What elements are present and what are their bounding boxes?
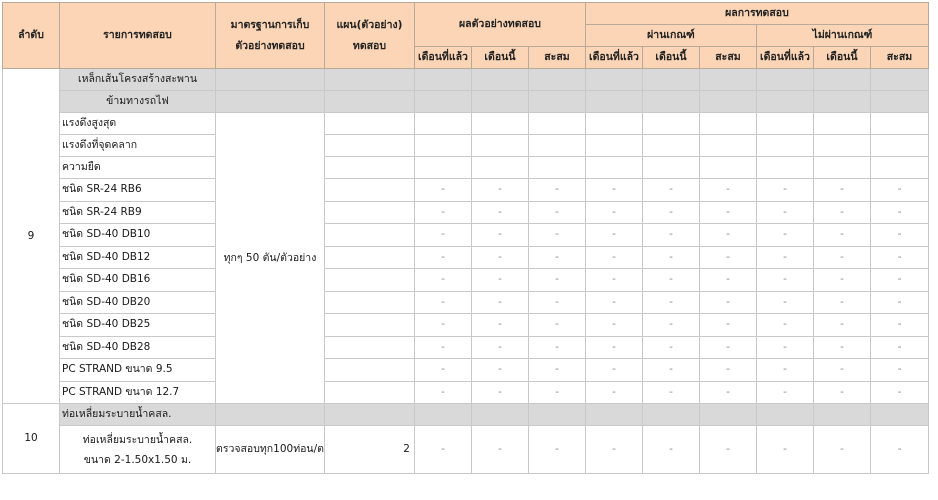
empty-cell: [756, 135, 813, 157]
value-cell: -: [471, 224, 528, 247]
value-cell: -: [813, 179, 870, 202]
value-cell: -: [528, 426, 585, 474]
empty-cell: [528, 135, 585, 157]
item-name: ชนิด SD-40 DB20: [60, 291, 216, 314]
value-cell: -: [870, 336, 928, 359]
item-name: ชนิด SD-40 DB16: [60, 269, 216, 292]
plan-cell: [324, 224, 414, 247]
value-cell: -: [813, 201, 870, 224]
value-cell: -: [813, 381, 870, 404]
empty-cell: [699, 135, 756, 157]
section-10: [3, 404, 929, 474]
value-cell: -: [870, 224, 928, 247]
value-cell: -: [813, 426, 870, 474]
section-9: [3, 69, 929, 404]
value-cell: -: [756, 359, 813, 382]
value-cell: -: [528, 269, 585, 292]
value-cell: -: [471, 179, 528, 202]
col-order-header: ลำดับ: [3, 3, 60, 69]
value-cell: -: [813, 269, 870, 292]
plan-cell: 2: [324, 426, 414, 474]
value-cell: -: [642, 269, 699, 292]
sub-header-this: เดือนนี้: [642, 47, 699, 69]
value-cell: -: [471, 246, 528, 269]
empty-cell: [324, 135, 414, 157]
value-cell: -: [870, 269, 928, 292]
value-cell: -: [699, 201, 756, 224]
value-cell: -: [870, 246, 928, 269]
empty-cell: [642, 157, 699, 179]
value-cell: -: [870, 179, 928, 202]
empty-cell: [699, 157, 756, 179]
item-name: ชนิด SD-40 DB28: [60, 336, 216, 359]
plan-cell: [324, 381, 414, 404]
value-cell: -: [471, 426, 528, 474]
value-cell: -: [471, 359, 528, 382]
value-cell: -: [870, 291, 928, 314]
empty-cell: [528, 113, 585, 135]
item-name: ชนิด SR-24 RB6: [60, 179, 216, 202]
empty-cell: [756, 113, 813, 135]
standard-cell: ทุกๆ 50 ตัน/ตัวอย่าง: [216, 113, 325, 404]
value-cell: -: [756, 336, 813, 359]
value-cell: -: [414, 224, 471, 247]
value-cell: -: [585, 291, 642, 314]
value-cell: -: [699, 381, 756, 404]
empty-cell: [813, 157, 870, 179]
value-cell: -: [528, 179, 585, 202]
value-cell: -: [699, 224, 756, 247]
sub-header-cum: สะสม: [870, 47, 928, 69]
sub-header-this: เดือนนี้: [471, 47, 528, 69]
empty-cell: [585, 135, 642, 157]
value-cell: -: [813, 291, 870, 314]
value-cell: -: [642, 291, 699, 314]
value-cell: -: [585, 359, 642, 382]
value-cell: -: [699, 426, 756, 474]
value-cell: -: [414, 426, 471, 474]
value-cell: -: [699, 359, 756, 382]
value-cell: -: [585, 381, 642, 404]
value-cell: -: [414, 179, 471, 202]
plan-cell: [324, 314, 414, 337]
value-cell: -: [699, 336, 756, 359]
empty-cell: [756, 157, 813, 179]
value-cell: -: [414, 246, 471, 269]
empty-cell: [642, 135, 699, 157]
value-cell: -: [756, 291, 813, 314]
value-cell: -: [699, 246, 756, 269]
empty-cell: [870, 113, 928, 135]
section-title: ข้ามทางรถไฟ: [60, 91, 216, 113]
empty-cell: [813, 135, 870, 157]
test-results-table: [2, 2, 929, 474]
value-cell: -: [585, 179, 642, 202]
item-name: ชนิด SR-24 RB9: [60, 201, 216, 224]
empty-cell: [870, 157, 928, 179]
value-cell: -: [414, 359, 471, 382]
empty-cell: [324, 113, 414, 135]
plan-cell: [324, 359, 414, 382]
value-cell: -: [528, 381, 585, 404]
item-name: แรงดึงสูงสุด: [60, 113, 216, 135]
plan-cell: [324, 336, 414, 359]
empty-cell: [471, 135, 528, 157]
empty-cell: [471, 113, 528, 135]
empty-cell: [414, 113, 471, 135]
value-cell: -: [756, 179, 813, 202]
value-cell: -: [585, 336, 642, 359]
item-name: PC STRAND ขนาด 12.7: [60, 381, 216, 404]
empty-cell: [471, 157, 528, 179]
plan-cell: [324, 201, 414, 224]
value-cell: -: [756, 246, 813, 269]
value-cell: -: [813, 246, 870, 269]
value-cell: -: [756, 426, 813, 474]
plan-cell: [324, 179, 414, 202]
value-cell: -: [585, 269, 642, 292]
group-samples-header: ผลตัวอย่างทดสอบ: [414, 3, 585, 47]
value-cell: -: [585, 224, 642, 247]
col-standard-header: มาตรฐานการเก็บ ตัวอย่างทดสอบ: [216, 3, 325, 69]
value-cell: -: [813, 314, 870, 337]
section-title: เหล็กเส้นโครงสร้างสะพาน: [60, 69, 216, 91]
item-name: [60, 426, 216, 474]
value-cell: -: [756, 224, 813, 247]
value-cell: -: [642, 179, 699, 202]
sub-header-last: เดือนที่แล้ว: [756, 47, 813, 69]
value-cell: -: [642, 201, 699, 224]
value-cell: -: [699, 291, 756, 314]
value-cell: -: [642, 314, 699, 337]
group-fail-header: ไม่ผ่านเกณฑ์: [756, 25, 928, 47]
table-header: [3, 3, 929, 69]
value-cell: -: [528, 224, 585, 247]
item-name: ชนิด SD-40 DB10: [60, 224, 216, 247]
empty-cell: [699, 113, 756, 135]
value-cell: -: [699, 314, 756, 337]
value-cell: -: [642, 381, 699, 404]
value-cell: -: [414, 381, 471, 404]
value-cell: -: [414, 201, 471, 224]
value-cell: -: [528, 336, 585, 359]
empty-cell: [870, 135, 928, 157]
empty-cell: [528, 157, 585, 179]
value-cell: -: [471, 269, 528, 292]
group-results-header: ผลการทดสอบ: [585, 3, 928, 25]
value-cell: -: [756, 269, 813, 292]
section-number: 10: [3, 404, 60, 474]
value-cell: -: [756, 201, 813, 224]
value-cell: -: [585, 426, 642, 474]
value-cell: -: [642, 246, 699, 269]
value-cell: -: [528, 201, 585, 224]
value-cell: -: [471, 381, 528, 404]
item-name: PC STRAND ขนาด 9.5: [60, 359, 216, 382]
value-cell: -: [471, 336, 528, 359]
value-cell: -: [813, 224, 870, 247]
empty-cell: [585, 113, 642, 135]
empty-cell: [813, 113, 870, 135]
value-cell: -: [870, 381, 928, 404]
item-name: ชนิด SD-40 DB12: [60, 246, 216, 269]
value-cell: -: [585, 314, 642, 337]
value-cell: -: [870, 426, 928, 474]
value-cell: -: [414, 336, 471, 359]
item-name: แรงดึงที่จุดคลาก: [60, 135, 216, 157]
value-cell: -: [642, 359, 699, 382]
value-cell: -: [528, 314, 585, 337]
item-name-line2: ขนาด 2-1.50x1.50 ม.: [83, 453, 192, 466]
value-cell: -: [471, 291, 528, 314]
sub-header-cum: สะสม: [528, 47, 585, 69]
value-cell: -: [642, 336, 699, 359]
sub-header-last: เดือนที่แล้ว: [414, 47, 471, 69]
item-name-line1: ท่อเหลี่ยมระบายน้ำคสล.: [82, 433, 193, 446]
plan-cell: [324, 291, 414, 314]
section-title: ท่อเหลี่ยมระบายน้ำคสล.: [60, 404, 216, 426]
col-plan-header: แผน(ตัวอย่าง) ทดสอบ: [324, 3, 414, 69]
value-cell: -: [528, 359, 585, 382]
empty-cell: [414, 135, 471, 157]
sub-header-cum: สะสม: [699, 47, 756, 69]
sub-header-this: เดือนนี้: [813, 47, 870, 69]
empty-cell: [642, 113, 699, 135]
value-cell: -: [756, 314, 813, 337]
plan-cell: [324, 246, 414, 269]
value-cell: -: [414, 269, 471, 292]
value-cell: -: [585, 246, 642, 269]
value-cell: -: [414, 291, 471, 314]
empty-cell: [414, 157, 471, 179]
value-cell: -: [642, 426, 699, 474]
value-cell: -: [813, 359, 870, 382]
value-cell: -: [528, 291, 585, 314]
section-number: 9: [3, 69, 60, 404]
value-cell: -: [813, 336, 870, 359]
item-name: ชนิด SD-40 DB25: [60, 314, 216, 337]
value-cell: -: [471, 201, 528, 224]
value-cell: -: [471, 314, 528, 337]
empty-cell: [585, 157, 642, 179]
item-name: ความยืด: [60, 157, 216, 179]
group-pass-header: ผ่านเกณฑ์: [585, 25, 756, 47]
sub-header-last: เดือนที่แล้ว: [585, 47, 642, 69]
standard-cell: ตรวจสอบทุก100ท่อน/ต: [216, 426, 325, 474]
empty-cell: [324, 157, 414, 179]
value-cell: -: [699, 179, 756, 202]
value-cell: -: [756, 381, 813, 404]
value-cell: -: [414, 314, 471, 337]
value-cell: -: [870, 359, 928, 382]
plan-cell: [324, 269, 414, 292]
col-item-header: รายการทดสอบ: [60, 3, 216, 69]
value-cell: -: [870, 201, 928, 224]
value-cell: -: [585, 201, 642, 224]
value-cell: -: [699, 269, 756, 292]
value-cell: -: [528, 246, 585, 269]
value-cell: -: [642, 224, 699, 247]
value-cell: -: [870, 314, 928, 337]
